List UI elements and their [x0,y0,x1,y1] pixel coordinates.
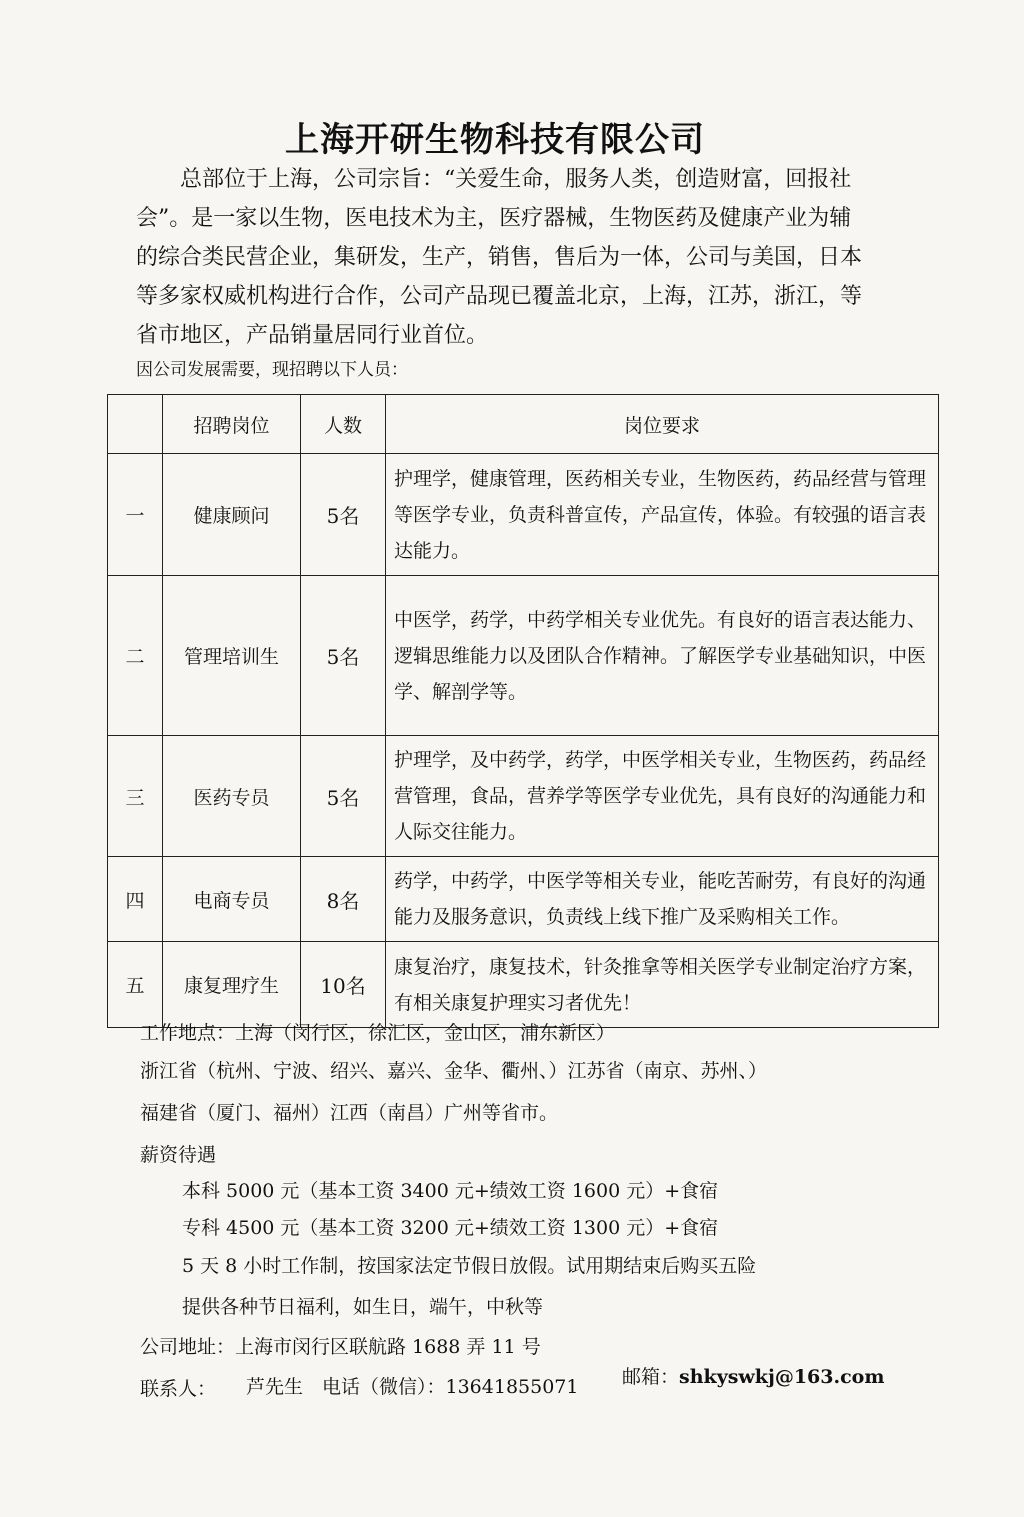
contact-person: 芦先生 [246,1376,304,1398]
salary-item: 5 天 8 小时工作制，按国家法定节假日放假。试用期结束后购买五险 [182,1255,757,1277]
header-position: 招聘岗位 [163,395,301,454]
table-row [108,454,939,576]
header-index [108,395,163,454]
row-index: 四 [108,857,163,942]
table-header-row [108,395,939,454]
table-row [108,576,939,736]
company-intro: 总部位于上海，公司宗旨：“关爱生命，服务人类，创造财富，回报社会”。是一家以生物，医电技术为主，医疗器械，生物医药及健康产业为辅的综合类民营企业，集研发，生产，销售，售后为一体，公司与美国，日本等多家权威机构进行合作，公司产品现已覆盖北京，上海，江苏，浙江，等省市地区，产品销量居同行业首位。 [136,167,863,348]
salary-item: 本科 5000 元（基本工资 3400 元+绩效工资 1600 元）+食宿 [182,1180,719,1202]
company-address: 公司地址：上海市闵行区联航路 1688 弄 11 号 [140,1336,541,1358]
header-count: 人数 [301,395,386,454]
table-row [108,736,939,857]
work-location-line-3: 福建省（厦门、福州）江西（南昌）广州等省市。 [140,1102,559,1124]
recruit-notice: 因公司发展需要，现招聘以下人员： [136,360,408,380]
row-position: 康复理疗生 [163,942,301,1028]
email-address: shkyswkj@163.com [679,1366,885,1388]
row-count: 5名 [301,736,386,857]
table-row [108,857,939,942]
row-requirement: 中医学，药学，中药学相关专业优先。有良好的语言表达能力、逻辑思维能力以及团队合作精神。了解医学专业基础知识，中医学、解剖学等。 [386,576,939,736]
row-position: 电商专员 [163,857,301,942]
row-requirement: 药学，中药学，中医学等相关专业，能吃苦耐劳，有良好的沟通能力及服务意识，负责线上线下推广及采购相关工作。 [386,857,939,942]
row-position: 管理培训生 [163,576,301,736]
contact-phone: 电话（微信）：13641855071 [322,1376,579,1398]
work-location-line-2: 浙江省（杭州、宁波、绍兴、嘉兴、金华、衢州、）江苏省（南京、苏州、） [140,1060,768,1082]
row-index: 二 [108,576,163,736]
salary-item: 提供各种节日福利，如生日，端午，中秋等 [182,1296,544,1318]
row-count: 10名 [301,942,386,1028]
row-requirement: 康复治疗，康复技术，针灸推拿等相关医学专业制定治疗方案，有相关康复护理实习者优先！ [386,942,939,1028]
table-row [108,942,939,1028]
row-index: 一 [108,454,163,576]
salary-item: 专科 4500 元（基本工资 3200 元+绩效工资 1300 元）+食宿 [182,1217,719,1239]
row-position: 健康顾问 [163,454,301,576]
row-requirement: 护理学，健康管理，医药相关专业，生物医药，药品经营与管理等医学专业，负责科普宣传，产品宣传，体验。有较强的语言表达能力。 [386,454,939,576]
row-index: 五 [108,942,163,1028]
row-count: 8名 [301,857,386,942]
company-title: 上海开研生物科技有限公司 [285,120,705,160]
job-table [107,394,939,1028]
email-label: 邮箱： [622,1366,680,1388]
row-position: 医药专员 [163,736,301,857]
header-requirement: 岗位要求 [386,395,939,454]
row-requirement: 护理学，及中药学，药学，中医学相关专业，生物医药，药品经营管理，食品，营养学等医学专业优先，具有良好的沟通能力和人际交往能力。 [386,736,939,857]
row-count: 5名 [301,576,386,736]
salary-heading: 薪资待遇 [140,1144,217,1166]
contact-email [622,1362,884,1389]
contact-label: 联系人： [140,1378,217,1400]
row-count: 5名 [301,454,386,576]
row-index: 三 [108,736,163,857]
work-location-line-1: 工作地点：上海（闵行区，徐汇区，金山区，浦东新区） [140,1022,616,1044]
